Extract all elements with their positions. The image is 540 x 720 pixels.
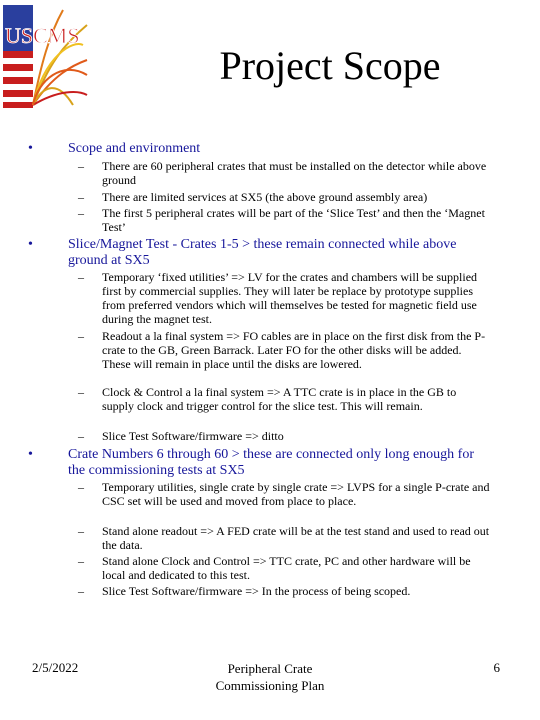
- sub-bullet: [78, 524, 490, 552]
- sub-bullet: [78, 329, 490, 371]
- dash-glyph: –: [78, 524, 84, 538]
- sub-bullet-text: Readout a la final system => FO cables are in place on the first disk from the P-crate to the GB, Green Barrack. Later FO for the other disks will be added. These will remain in place until the disks are lowered.: [102, 329, 486, 371]
- dash-glyph: –: [78, 270, 84, 284]
- dash-glyph: –: [78, 429, 84, 443]
- sub-bullet-text: Slice Test Software/firmware => In the process of being scoped.: [102, 584, 411, 598]
- bullet-glyph: •: [28, 237, 33, 252]
- bullet-glyph: •: [28, 141, 33, 156]
- bullet-text: Scope and environment: [68, 141, 201, 156]
- sub-bullet-text: Slice Test Software/firmware => ditto: [102, 429, 284, 443]
- bullet-crate-numbers: [28, 447, 488, 479]
- sub-bullet-text: Clock & Control a la final system => A TTC crate is in place in the GB to supply clock and trigger control for the slice test. This will remain.: [102, 385, 457, 413]
- footer-title-line1: Peripheral Crate: [227, 661, 313, 676]
- footer-title-line2: Commissioning Plan: [215, 678, 325, 693]
- dash-glyph: –: [78, 206, 84, 220]
- page-number: 6: [493, 660, 500, 675]
- bullet-text: Crate Numbers 6 through 60 > these are connected only long enough for the commissioning tests at SX5: [68, 447, 475, 478]
- sub-bullet-text: There are limited services at SX5 (the above ground assembly area): [102, 190, 428, 204]
- sub-bullet-text: Temporary ‘fixed utilities’ => LV for the crates and chambers will be supplied first by commercial supplies. They will later be replace by prototype supplies from preferred vendors which will themselves be tested for magnetic field use during the magnet test.: [102, 270, 478, 326]
- dash-glyph: –: [78, 554, 84, 568]
- bullet-text: Slice/Magnet Test - Crates 1-5 > these remain connected while above ground at SX5: [68, 237, 457, 268]
- bullet-scope-environment: [28, 141, 488, 157]
- bullet-slice-magnet-test: [28, 237, 488, 269]
- sub-bullet-text: Stand alone readout => A FED crate will be at the test stand and used to read out the data.: [102, 524, 490, 552]
- footer-date: 2/5/2022: [32, 660, 79, 675]
- dash-glyph: –: [78, 159, 84, 173]
- slide-title: Project Scope: [219, 43, 441, 88]
- sub-bullet: [78, 584, 490, 598]
- sub-bullet: [78, 429, 490, 443]
- dash-glyph: –: [78, 190, 84, 204]
- sub-bullet: [78, 206, 490, 234]
- sub-bullet-text: Temporary utilities, single crate by single crate => LVPS for a single P-crate and CSC set will be used and moved from place to place.: [102, 480, 490, 508]
- logo-text: USCMS: [5, 23, 80, 48]
- sub-bullet: [78, 270, 490, 326]
- sub-bullet: [78, 480, 490, 508]
- dash-glyph: –: [78, 329, 84, 343]
- sub-bullet: [78, 554, 490, 582]
- footer-title: [170, 660, 370, 694]
- bullet-glyph: •: [28, 447, 33, 462]
- sub-bullet: [78, 190, 490, 204]
- sub-bullet-text: Stand alone Clock and Control => TTC crate, PC and other hardware will be local and dedicated to this test.: [102, 554, 471, 582]
- sub-bullet-text: The first 5 peripheral crates will be part of the ‘Slice Test’ and then the ‘Magnet Test’: [102, 206, 485, 234]
- sub-bullet: [78, 385, 490, 413]
- sub-bullet-text: There are 60 peripheral crates that must be installed on the detector while above ground: [102, 159, 487, 187]
- dash-glyph: –: [78, 385, 84, 399]
- sub-bullet: [78, 159, 490, 187]
- dash-glyph: –: [78, 584, 84, 598]
- dash-glyph: –: [78, 480, 84, 494]
